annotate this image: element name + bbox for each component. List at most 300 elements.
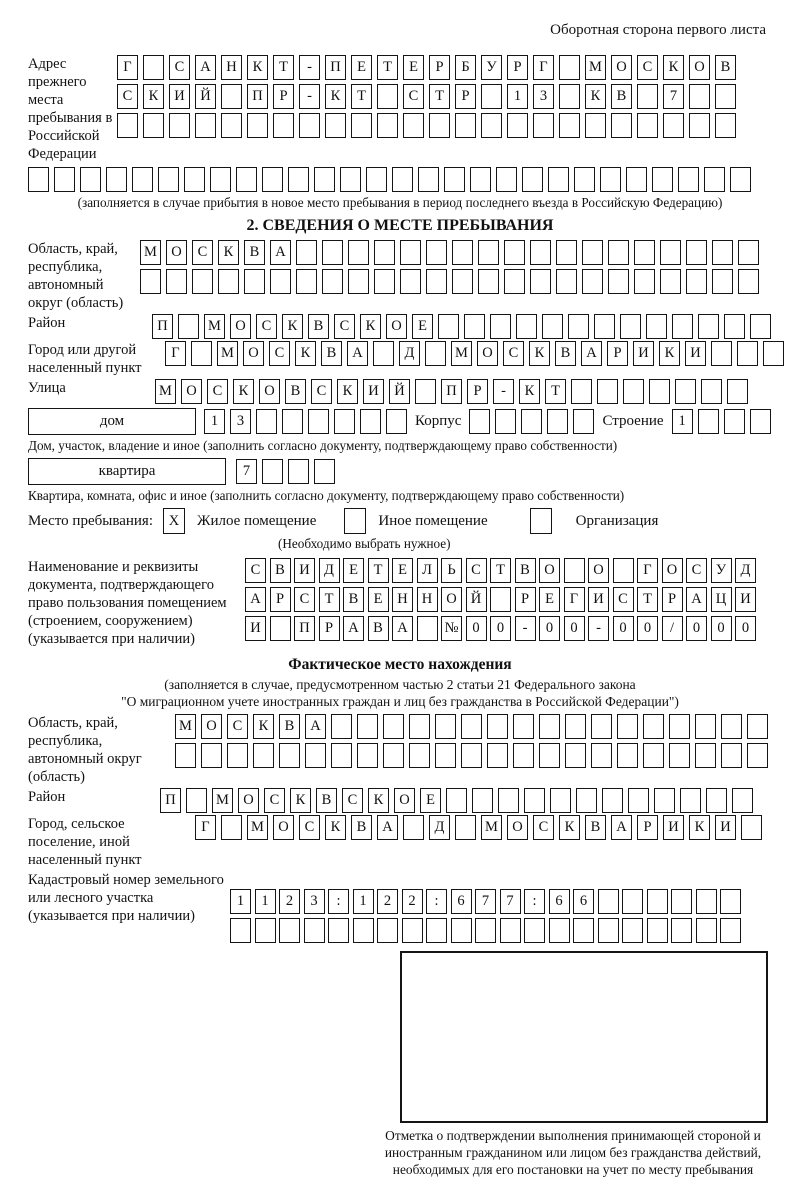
stamp-area [400,951,768,1123]
char-cell [409,743,430,768]
char-cell [273,113,294,138]
char-cell [244,269,265,294]
char-cell: 1 [255,889,276,914]
char-cell [565,714,586,739]
char-cell: 0 [466,616,487,641]
char-cell [608,269,629,294]
char-cell [730,167,751,192]
char-cell [613,558,634,583]
char-cell [253,743,274,768]
char-cell: К [325,815,346,840]
char-cell: Д [319,558,340,583]
char-cell [576,788,597,813]
district-field [28,314,772,339]
char-cell [230,918,251,943]
char-cell [377,113,398,138]
char-cell [417,616,438,641]
char-cell: О [477,341,498,366]
char-cell: / [662,616,683,641]
street-label: Улица [28,380,66,396]
char-cell [539,743,560,768]
actual-location-heading: Фактическое место нахождения [288,656,512,673]
char-cell [435,714,456,739]
char-cell [429,113,450,138]
char-cell [305,743,326,768]
char-cell: 7 [236,459,257,484]
char-cell: Р [607,341,628,366]
char-cell: В [368,616,389,641]
char-cell [556,269,577,294]
char-cell [573,918,594,943]
char-cell: 3 [230,409,251,434]
char-cell: В [715,55,736,80]
prev-address-label: Адрес прежнего места пребывания в Российской Федерации [28,56,113,162]
char-cell [721,714,742,739]
char-row [245,616,756,641]
char-cell: 3 [533,84,554,109]
char-cell [698,314,719,339]
char-cell: Т [351,84,372,109]
prev-address-overflow-row [28,167,772,192]
char-cell [539,714,560,739]
char-cell [386,409,407,434]
char-cell: М [481,815,502,840]
char-cell [652,167,673,192]
char-row [165,341,784,366]
char-cell: Г [564,587,585,612]
char-cell [516,314,537,339]
char-cell [270,616,291,641]
char-cell [461,714,482,739]
char-cell: И [363,379,384,404]
char-cell: О [507,815,528,840]
char-cell [689,84,710,109]
document-field [28,558,772,648]
char-cell: 2 [279,889,300,914]
char-cell [559,113,580,138]
char-cell [348,269,369,294]
char-cell: О [689,55,710,80]
char-cell: В [611,84,632,109]
char-cell [426,269,447,294]
house-caption: Дом, участок, владение и иное (заполнить согласно документу, подтверждающему право собственности) [28,438,618,453]
char-cell: Р [467,379,488,404]
char-row [175,714,768,739]
char-cell: О [201,714,222,739]
char-cell [763,341,784,366]
char-cell [622,918,643,943]
char-cell: О [238,788,259,813]
char-cell [478,269,499,294]
char-cell [158,167,179,192]
actual-city-label: Город, сельское поселение, иной населенный пункт [28,816,142,868]
char-cell: Е [420,788,441,813]
char-cell: С [192,240,213,265]
char-cell: Т [368,558,389,583]
char-cell [169,113,190,138]
char-cell [720,918,741,943]
char-cell: К [529,341,550,366]
char-cell: А [377,815,398,840]
char-cell [741,815,762,840]
char-cell: Г [117,55,138,80]
char-cell: С [342,788,363,813]
char-row [140,240,759,265]
char-cell [620,314,641,339]
korpus-label: Корпус [415,413,462,429]
char-cell [647,889,668,914]
char-cell [472,788,493,813]
char-cell: П [441,379,462,404]
char-cell: 6 [549,889,570,914]
char-cell [617,714,638,739]
char-cell [247,113,268,138]
char-cell: П [325,55,346,80]
char-cell: Р [455,84,476,109]
char-cell [282,409,303,434]
char-cell: 0 [686,616,707,641]
char-cell: Е [392,558,413,583]
char-cell: Е [368,587,389,612]
char-cell [550,788,571,813]
char-cell [481,84,502,109]
char-cell: К [360,314,381,339]
prev-address-rows [117,55,736,138]
char-cell [727,379,748,404]
char-cell: Е [412,314,433,339]
prev-address-field [28,55,772,163]
char-cell [415,379,436,404]
char-row [117,113,736,138]
char-cell [304,918,325,943]
char-cell: Н [221,55,242,80]
stay-type-row [28,508,772,534]
region-label: Область, край, республика, автономный округ (область) [28,241,124,311]
char-cell [426,240,447,265]
char-cell [334,409,355,434]
char-cell [481,113,502,138]
char-cell: - [515,616,536,641]
char-cell: О [394,788,415,813]
char-cell [143,55,164,80]
char-cell: Т [490,558,511,583]
apartment-row [28,458,772,485]
char-cell: - [299,55,320,80]
char-cell: В [585,815,606,840]
char-cell [348,240,369,265]
char-cell [438,314,459,339]
char-cell [696,889,717,914]
char-cell [556,240,577,265]
char-cell: К [253,714,274,739]
region-rows [140,240,759,294]
city-label: Город или другой населенный пункт [28,342,142,376]
char-cell [296,269,317,294]
char-cell [738,269,759,294]
char-cell: О [243,341,264,366]
char-cell [647,918,668,943]
char-cell: : [426,889,447,914]
char-cell: К [659,341,680,366]
char-cell [446,788,467,813]
char-cell: В [555,341,576,366]
char-cell: И [715,815,736,840]
char-cell [513,714,534,739]
char-cell [366,167,387,192]
actual-city-field [28,815,772,869]
char-cell: М [140,240,161,265]
char-cell: Д [399,341,420,366]
cadastral-label: Кадастровый номер земельного или лесного участка (указывается при наличии) [28,872,224,924]
char-cell [591,743,612,768]
char-cell: Д [429,815,450,840]
char-cell: Н [392,587,413,612]
char-cell [270,269,291,294]
char-cell [530,240,551,265]
char-cell: П [152,314,173,339]
char-cell [598,889,619,914]
char-cell [637,113,658,138]
char-cell [542,314,563,339]
char-cell: Р [319,616,340,641]
char-cell [461,743,482,768]
char-cell [296,240,317,265]
char-cell [400,240,421,265]
char-cell: О [166,240,187,265]
char-cell: С [299,815,320,840]
char-cell [738,240,759,265]
char-cell [400,269,421,294]
korpus-cells [469,409,594,434]
char-cell: К [143,84,164,109]
char-cell: А [581,341,602,366]
char-cell [495,409,516,434]
char-cell [547,409,568,434]
char-cell: И [245,616,266,641]
document-rows [245,558,756,641]
char-cell: С [294,587,315,612]
char-cell: О [662,558,683,583]
char-cell [221,84,242,109]
stay-type-checkbox-other [344,508,366,534]
char-cell [28,167,49,192]
char-cell: К [519,379,540,404]
char-cell [669,714,690,739]
char-cell [565,743,586,768]
char-cell [325,113,346,138]
char-cell: О [259,379,280,404]
char-cell [490,314,511,339]
char-cell [582,240,603,265]
char-cell: М [212,788,233,813]
char-cell: О [539,558,560,583]
char-cell [598,918,619,943]
char-cell [322,240,343,265]
stroenie-cells [672,409,771,434]
char-cell [191,341,212,366]
char-cell: Т [273,55,294,80]
char-cell: Т [377,55,398,80]
char-cell [444,167,465,192]
char-cell [288,167,309,192]
stay-type-option-organization: Организация [575,512,659,529]
document-label: Наименование и реквизиты документа, подтверждающего право пользования помещением (строением, сооружением) (указывается при наличии) [28,559,227,647]
char-cell [455,815,476,840]
char-cell [106,167,127,192]
char-cell [698,409,719,434]
stay-type-checkbox-organization [530,508,552,534]
char-cell [712,269,733,294]
char-cell [178,314,199,339]
char-cell: Р [662,587,683,612]
char-cell: Е [403,55,424,80]
actual-region-rows [175,714,768,768]
char-cell [712,240,733,265]
char-cell [351,113,372,138]
char-cell: О [611,55,632,80]
char-cell [678,167,699,192]
char-cell [374,269,395,294]
char-cell [646,314,667,339]
char-cell: Р [637,815,658,840]
char-cell [582,269,603,294]
char-cell: 6 [451,889,472,914]
char-cell [455,113,476,138]
char-cell: 2 [377,889,398,914]
stay-type-option-other: Иное помещение [378,512,488,529]
char-cell: А [611,815,632,840]
char-cell: У [711,558,732,583]
char-cell [695,743,716,768]
char-cell: К [663,55,684,80]
char-cell [262,167,283,192]
char-cell [469,409,490,434]
char-cell [704,167,725,192]
char-cell: И [663,815,684,840]
char-cell [533,113,554,138]
stay-type-checkbox-dwelling: X [163,508,185,534]
char-cell: К [290,788,311,813]
char-cell: К [559,815,580,840]
char-cell [628,788,649,813]
char-row [230,918,741,943]
char-cell: Г [165,341,186,366]
char-cell [559,84,580,109]
char-cell [549,918,570,943]
char-row [160,788,753,813]
char-cell: - [588,616,609,641]
actual-location-note-2: "О миграционном учете иностранных граждан и лиц без гражданства в Российской Федерации") [121,694,679,709]
char-cell [602,788,623,813]
char-cell: С [169,55,190,80]
char-cell [331,743,352,768]
char-cell [747,743,768,768]
char-cell: Т [429,84,450,109]
char-cell [383,743,404,768]
char-row [195,815,762,840]
char-cell [750,314,771,339]
char-cell [715,84,736,109]
char-cell [504,240,525,265]
stroenie-label: Строение [602,413,664,429]
char-cell: : [524,889,545,914]
char-cell [686,269,707,294]
char-cell [671,889,692,914]
char-cell: С [334,314,355,339]
char-cell: В [515,558,536,583]
char-cell [195,113,216,138]
char-cell [409,714,430,739]
char-cell: 0 [564,616,585,641]
char-cell: С [503,341,524,366]
char-cell [571,379,592,404]
char-cell: С [466,558,487,583]
char-cell [201,743,222,768]
char-cell: В [343,587,364,612]
char-cell: О [441,587,462,612]
char-cell [568,314,589,339]
char-cell [487,714,508,739]
char-cell [750,409,771,434]
char-cell [669,743,690,768]
char-cell [617,743,638,768]
char-cell [383,714,404,739]
char-cell: Г [637,558,658,583]
char-cell: К [585,84,606,109]
char-cell [435,743,456,768]
char-cell: М [204,314,225,339]
char-cell [597,379,618,404]
char-cell [574,167,595,192]
char-cell [288,459,309,484]
char-cell [724,409,745,434]
char-cell [426,918,447,943]
char-cell: Г [195,815,216,840]
char-cell: У [481,55,502,80]
char-cell [747,714,768,739]
char-cell: К [368,788,389,813]
char-cell [490,587,511,612]
char-cell [643,743,664,768]
char-cell: С [686,558,707,583]
char-cell: Р [270,587,291,612]
char-cell: Й [466,587,487,612]
char-cell [227,743,248,768]
char-cell [706,788,727,813]
char-cell [175,743,196,768]
char-cell [487,743,508,768]
char-cell: 7 [475,889,496,914]
char-cell [737,341,758,366]
char-cell [724,314,745,339]
char-cell: В [351,815,372,840]
char-row [155,379,748,404]
house-row [28,408,772,435]
char-cell: 0 [711,616,732,641]
char-cell [186,788,207,813]
char-cell [654,788,675,813]
char-cell: Р [273,84,294,109]
char-cell [524,788,545,813]
char-cell: Т [637,587,658,612]
char-cell: К [282,314,303,339]
char-row [117,84,736,109]
char-cell [521,409,542,434]
char-cell [594,314,615,339]
char-cell: К [233,379,254,404]
char-cell: Р [429,55,450,80]
char-cell: П [160,788,181,813]
